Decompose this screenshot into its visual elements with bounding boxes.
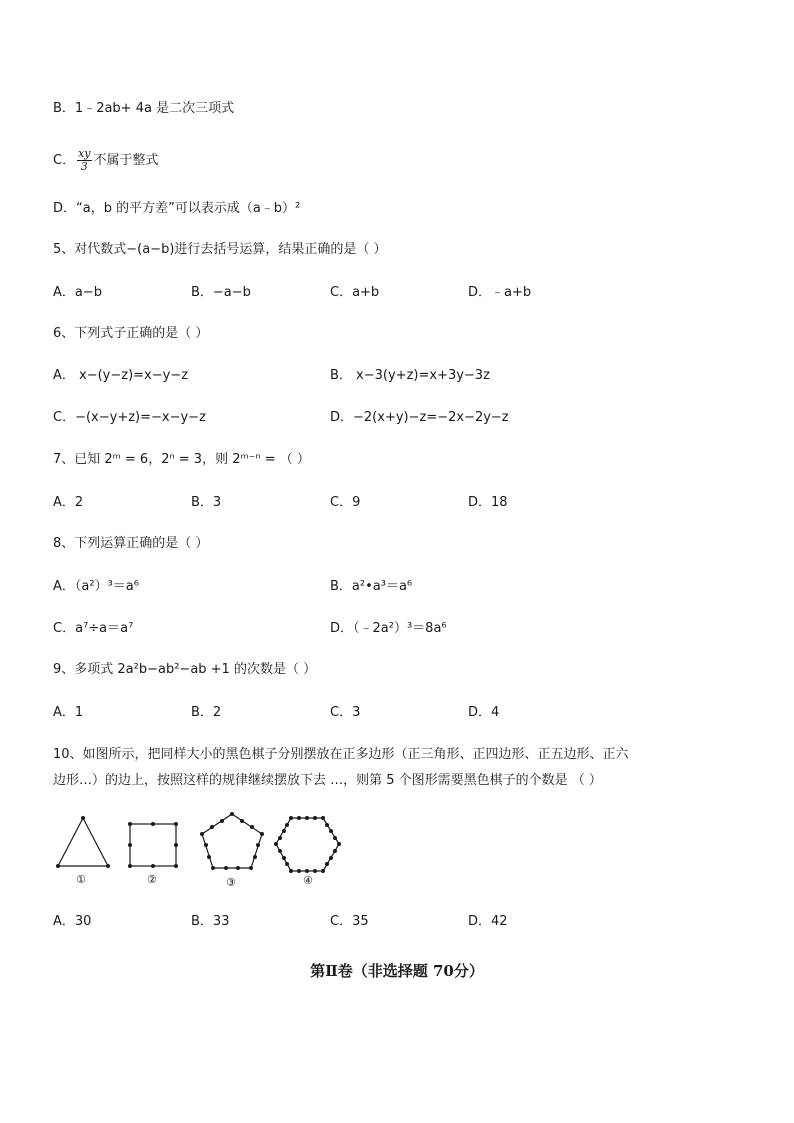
- q7-option-d: D．18: [468, 495, 508, 510]
- chess-piece-dot: [289, 816, 293, 820]
- chess-piece-dot: [200, 832, 204, 836]
- q8-option-b: B．a²•a³＝a⁶: [330, 579, 413, 594]
- chess-piece-dot: [305, 869, 309, 873]
- q7-option-a: A．2: [53, 495, 84, 510]
- chess-piece-dot: [285, 862, 289, 866]
- figure-label-2: ②: [147, 873, 157, 886]
- chess-piece-dot: [174, 822, 178, 826]
- q7-option-b: B．3: [191, 495, 222, 510]
- q8-stem: 8、下列运算正确的是（ ）: [53, 536, 209, 551]
- q10-option-b: B．33: [191, 914, 230, 929]
- q9-option-b: B．2: [191, 705, 222, 720]
- chess-piece-dot: [321, 869, 325, 873]
- chess-piece-dot: [313, 816, 317, 820]
- chess-piece-dot: [128, 843, 132, 847]
- chess-piece-dot: [289, 869, 293, 873]
- chess-piece-dot: [256, 843, 260, 847]
- chess-piece-dot: [285, 823, 289, 827]
- q9-option-d: D．4: [468, 705, 500, 720]
- chess-piece-dot: [204, 843, 208, 847]
- q5-option-d: D．﹣a+b: [468, 285, 532, 300]
- chess-piece-dot: [128, 822, 132, 826]
- chess-piece-dot: [224, 866, 228, 870]
- chess-piece-dot: [313, 869, 317, 873]
- chess-piece-dot: [329, 856, 333, 860]
- q10-stem-line2: 边形…）的边上，按照这样的规律继续摆放下去 …，则第 5 个图形需要黑色棋子的个数是 （ ）: [53, 773, 602, 788]
- q5-option-b: B．−a−b: [191, 285, 251, 300]
- chess-piece-dot: [333, 849, 337, 853]
- chess-piece-dot: [151, 864, 155, 868]
- q4-option-c-prefix: C．: [53, 153, 76, 168]
- q10-option-d: D．42: [468, 914, 508, 929]
- q6-stem: 6、下列式子正确的是（ ）: [53, 326, 209, 341]
- fraction-numerator: xy: [78, 147, 91, 160]
- chess-piece-dot: [56, 864, 60, 868]
- figure-label-1: ①: [76, 873, 86, 886]
- figure-label-3: ③: [226, 876, 236, 889]
- chess-piece-dot: [81, 816, 85, 820]
- chess-piece-dot: [240, 819, 244, 823]
- chess-piece-dot: [278, 849, 282, 853]
- fraction-denominator: 3: [80, 160, 88, 173]
- chess-piece-dot: [230, 812, 234, 816]
- chess-piece-dot: [282, 856, 286, 860]
- q5-option-c: C．a+b: [330, 285, 380, 300]
- chess-piece-dot: [297, 869, 301, 873]
- chess-piece-dot: [210, 825, 214, 829]
- q5-option-a: A．a−b: [53, 285, 103, 300]
- chess-piece-dot: [106, 864, 110, 868]
- chess-piece-dot: [174, 843, 178, 847]
- q6-option-a: A． x−(y−z)=x−y−z: [53, 368, 189, 383]
- chess-piece-dot: [305, 816, 309, 820]
- chess-piece-dot: [128, 864, 132, 868]
- figure-pentagon: [200, 812, 264, 870]
- q10-stem-line1: 10、如图所示，把同样大小的黑色棋子分别摆放在正多边形（正三角形、正四边形、正五边形、正六: [53, 747, 629, 762]
- figure-triangle: [56, 816, 110, 868]
- q7-option-c: C．9: [330, 495, 361, 510]
- chess-piece-dot: [236, 866, 240, 870]
- chess-piece-dot: [321, 816, 325, 820]
- chess-piece-dot: [207, 855, 211, 859]
- q6-option-c: C．−(x−y+z)=−x−y−z: [53, 410, 206, 425]
- q10-option-a: A．30: [53, 914, 92, 929]
- chess-piece-dot: [282, 829, 286, 833]
- q4-option-c: [53, 148, 159, 173]
- q7-stem: 7、已知 2ᵐ = 6，2ⁿ = 3，则 2ᵐ⁻ⁿ = （ ）: [53, 452, 310, 467]
- chess-piece-dot: [325, 823, 329, 827]
- chess-piece-dot: [211, 866, 215, 870]
- chess-piece-dot: [329, 829, 333, 833]
- section-title: 第Ⅱ卷（非选择题 70分）: [310, 962, 484, 980]
- figure-hexagon: [274, 816, 341, 873]
- q5-stem: 5、对代数式−(a−b)进行去括号运算，结果正确的是（ ）: [53, 242, 387, 257]
- q9-option-c: C．3: [330, 705, 361, 720]
- figure-label-4: ④: [303, 874, 313, 887]
- q4-option-b: B．1﹣2ab+ 4a 是二次三项式: [53, 101, 235, 116]
- chess-piece-dot: [297, 816, 301, 820]
- q8-option-c: C．a⁷÷a＝a⁷: [53, 621, 134, 636]
- chess-piece-dot: [325, 862, 329, 866]
- chess-piece-dot: [174, 864, 178, 868]
- q8-option-a: A．（a²）³＝a⁶: [53, 579, 139, 594]
- q4-option-d: D．“a，b 的平方差”可以表示成（a﹣b）²: [53, 201, 301, 216]
- chess-piece-dot: [337, 842, 341, 846]
- q6-option-d: D．−2(x+y)−z=−2x−2y−z: [330, 410, 509, 425]
- q4-option-c-fraction: [77, 148, 91, 173]
- chess-piece-dot: [250, 825, 254, 829]
- chess-piece-dot: [274, 842, 278, 846]
- q9-option-a: A．1: [53, 705, 84, 720]
- q6-option-b: B． x−3(y+z)=x+3y−3z: [330, 368, 490, 383]
- chess-piece-dot: [278, 836, 282, 840]
- q8-option-d: D．（﹣2a²）³＝8a⁶: [330, 621, 447, 636]
- chess-piece-dot: [253, 855, 257, 859]
- chess-piece-dot: [249, 866, 253, 870]
- q10-option-c: C．35: [330, 914, 369, 929]
- figure-square: [128, 822, 178, 868]
- chess-piece-dot: [151, 822, 155, 826]
- q4-option-c-suffix: 不属于整式: [93, 153, 159, 168]
- chess-piece-dot: [260, 832, 264, 836]
- chess-piece-dot: [220, 819, 224, 823]
- q9-stem: 9、多项式 2a²b−ab²−ab +1 的次数是（ ）: [53, 662, 317, 677]
- chess-piece-dot: [333, 836, 337, 840]
